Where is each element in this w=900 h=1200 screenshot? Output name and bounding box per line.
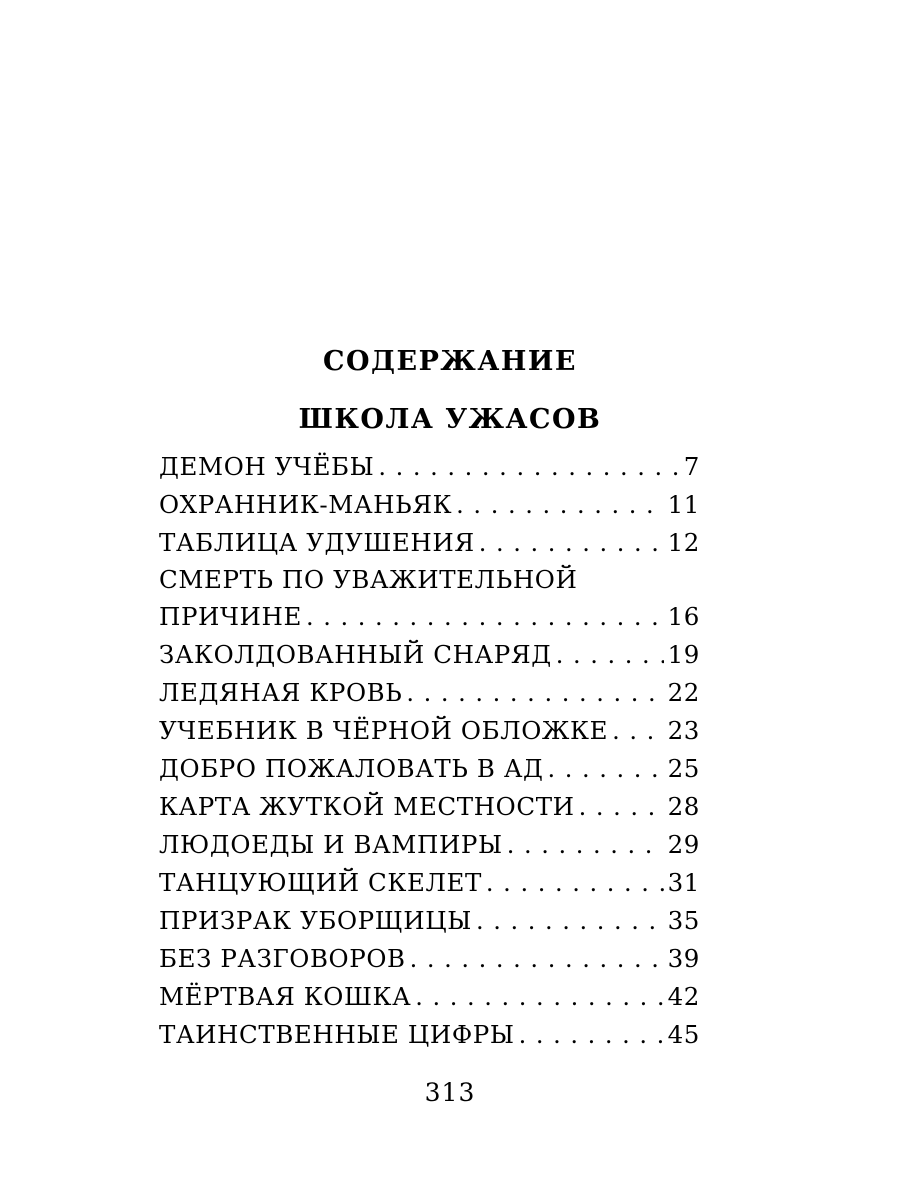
toc-entry-page: 39 xyxy=(667,944,700,973)
toc-entry-page: 45 xyxy=(667,1020,700,1049)
dot-leader xyxy=(579,788,664,826)
toc-entry xyxy=(159,978,700,1016)
toc-entry-page: 22 xyxy=(667,678,700,707)
toc-entry xyxy=(159,1016,700,1054)
toc-entry xyxy=(159,524,700,562)
toc-entry-title-line1: СМЕРТЬ ПО УВАЖИТЕЛЬНОЙ xyxy=(159,565,578,594)
toc-entry xyxy=(159,750,700,788)
toc-entry-page: 42 xyxy=(667,982,700,1011)
toc-entry-page: 31 xyxy=(667,868,700,897)
toc-entry-title: ЛЮДОЕДЫ И ВАМПИРЫ xyxy=(159,830,503,859)
toc-entry xyxy=(159,712,700,750)
dot-leader xyxy=(476,902,664,940)
toc-entry xyxy=(159,826,700,864)
dot-leader xyxy=(306,598,664,636)
toc-entry xyxy=(159,562,700,636)
toc-entry-title: ПРИЗРАК УБОРЩИЦЫ xyxy=(159,906,472,935)
toc-entry xyxy=(159,636,700,674)
toc-entry xyxy=(159,864,700,902)
toc-entry-page: 28 xyxy=(667,792,700,821)
toc-entry xyxy=(159,486,700,524)
toc-entry-page: 11 xyxy=(667,490,700,519)
toc-entry-title: ТАБЛИЦА УДУШЕНИЯ xyxy=(159,528,475,557)
page-title: СОДЕРЖАНИЕ xyxy=(323,346,577,377)
dot-leader xyxy=(378,448,679,486)
dot-leader xyxy=(486,864,664,902)
toc-entry xyxy=(159,448,700,486)
dot-leader xyxy=(507,826,664,864)
toc-entry-title: ЛЕДЯНАЯ КРОВЬ xyxy=(159,678,403,707)
toc-entry xyxy=(159,788,700,826)
toc-entry xyxy=(159,940,700,978)
toc-entry-page: 29 xyxy=(667,830,700,859)
toc-entry-page: 23 xyxy=(667,716,700,745)
dot-leader xyxy=(519,1016,664,1054)
dot-leader xyxy=(456,486,663,524)
toc-entry-title: ДОБРО ПОЖАЛОВАТЬ В АД xyxy=(159,754,544,783)
toc-entry-title: ТАНЦУЮЩИЙ СКЕЛЕТ xyxy=(159,868,482,897)
section-title: ШКОЛА УЖАСОВ xyxy=(298,404,602,435)
dot-leader xyxy=(548,750,664,788)
dot-leader xyxy=(479,524,664,562)
dot-leader xyxy=(612,712,664,750)
toc-entry-title: ОХРАННИК-МАНЬЯК xyxy=(159,490,453,519)
toc-entry-title: ЗАКОЛДОВАННЫЙ СНАРЯД xyxy=(159,640,552,669)
toc-entry-page: 16 xyxy=(667,602,700,631)
toc-entry-page: 35 xyxy=(667,906,700,935)
toc-entry-title: УЧЕБНИК В ЧЁРНОЙ ОБЛОЖКЕ xyxy=(159,716,609,745)
toc-entry-title: МЁРТВАЯ КОШКА xyxy=(159,982,412,1011)
toc-entry-page: 25 xyxy=(667,754,700,783)
toc-entry-title: КАРТА ЖУТКОЙ МЕСТНОСТИ xyxy=(159,792,575,821)
dot-leader xyxy=(415,978,663,1016)
dot-leader xyxy=(406,674,663,712)
toc-entry-title: ПРИЧИНЕ xyxy=(159,602,302,631)
toc-entry-title: ДЕМОН УЧЁБЫ xyxy=(159,452,375,481)
dot-leader xyxy=(410,940,664,978)
page-number: 313 xyxy=(424,1078,476,1107)
dot-leader xyxy=(556,636,664,674)
toc-entry-title: ТАИНСТВЕННЫЕ ЦИФРЫ xyxy=(159,1020,515,1049)
table-of-contents xyxy=(159,448,700,1054)
toc-entry-page: 12 xyxy=(667,528,700,557)
toc-entry xyxy=(159,902,700,940)
toc-entry xyxy=(159,674,700,712)
toc-entry-page: 7 xyxy=(683,452,700,481)
toc-entry-page: 19 xyxy=(667,640,700,669)
toc-entry-title: БЕЗ РАЗГОВОРОВ xyxy=(159,944,406,973)
